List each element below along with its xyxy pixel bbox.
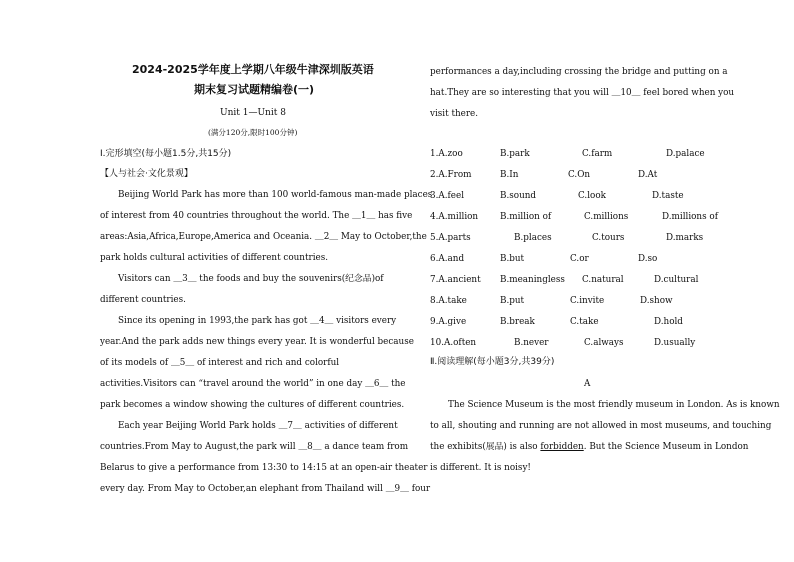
- cloze-line: Belarus to give a performance from 13:30 to 14:15 at an open-air theater: [100, 463, 428, 473]
- option-c: C.farm: [582, 149, 613, 159]
- cloze-line: countries.From May to August,the park will ＿8＿ a dance team from: [100, 442, 409, 452]
- reading-text: the exhibits(展品) is also: [430, 442, 541, 452]
- option-b: B.In: [500, 170, 519, 180]
- option-a: 5.A.parts: [430, 233, 471, 243]
- score-time: (满分120分,限时100分钟): [208, 128, 298, 137]
- option-c: C.always: [584, 338, 624, 348]
- option-d: D.show: [640, 296, 673, 306]
- option-d: D.usually: [654, 338, 696, 348]
- reading-line: The Science Museum is the most friendly museum in London. As is known: [448, 400, 780, 410]
- option-b: B.places: [514, 233, 552, 243]
- option-b: B.put: [500, 296, 525, 306]
- cloze-line: park becomes a window showing the cultures of different countries.: [100, 400, 405, 410]
- cloze-continued-line: performances a day,including crossing the bridge and putting on a: [430, 67, 728, 77]
- reading-line: [430, 441, 748, 453]
- option-a: 2.A.From: [430, 170, 472, 180]
- option-c: C.or: [570, 254, 589, 264]
- option-c: C.millions: [584, 212, 629, 222]
- option-c: C.invite: [570, 296, 605, 306]
- option-d: D.cultural: [654, 275, 699, 285]
- cloze-line: Each year Beijing World Park holds ＿7＿ activities of different: [118, 421, 398, 431]
- cloze-line: activities.Visitors can “travel around the world” in one day ＿6＿ the: [100, 379, 406, 389]
- cloze-line: Since its opening in 1993,the park has got ＿4＿ visitors every: [118, 316, 397, 326]
- option-d: D.palace: [666, 149, 705, 159]
- cloze-line: Beijing World Park has more than 100 world-famous man-made places: [118, 190, 433, 200]
- option-a: 7.A.ancient: [430, 275, 481, 285]
- section1-tag: 【人与社会·文化景观】: [100, 169, 193, 179]
- exam-title-line2: 期末复习试题精编卷(一): [194, 83, 315, 96]
- option-a: 8.A.take: [430, 296, 467, 306]
- option-c: C.tours: [592, 233, 625, 243]
- cloze-line: of its models of ＿5＿ of interest and rich and colorful: [100, 358, 340, 368]
- option-d: D.hold: [654, 317, 683, 327]
- unit-range: Unit 1—Unit 8: [220, 108, 286, 118]
- reading-line: is different. It is noisy!: [430, 463, 531, 473]
- underlined-word: forbidden: [540, 442, 584, 452]
- section2-heading: Ⅱ.阅读理解(每小题3分,共39分): [430, 357, 555, 367]
- option-d: D.millions of: [662, 212, 718, 222]
- reading-line: to all, shouting and running are not allowed in most museums, and touching: [430, 421, 772, 431]
- cloze-continued-line: visit there.: [430, 109, 479, 119]
- cloze-line: park holds cultural activities of different countries.: [100, 253, 329, 263]
- option-d: D.At: [638, 170, 658, 180]
- option-c: C.On: [568, 170, 591, 180]
- option-d: D.so: [638, 254, 658, 264]
- option-d: D.taste: [652, 191, 684, 201]
- cloze-line: year.And the park adds new things every year. It is wonderful because: [100, 337, 414, 347]
- option-b: B.million of: [500, 212, 552, 222]
- option-b: B.break: [500, 317, 535, 327]
- exam-title-line1: 2024-2025学年度上学期八年级牛津深圳版英语: [132, 63, 374, 76]
- passage-label: A: [584, 379, 591, 389]
- option-a: 1.A.zoo: [430, 149, 463, 159]
- option-a: 10.A.often: [430, 338, 477, 348]
- option-b: B.park: [500, 149, 530, 159]
- option-a: 9.A.give: [430, 317, 467, 327]
- option-a: 6.A.and: [430, 254, 465, 264]
- option-a: 4.A.million: [430, 212, 479, 222]
- option-a: 3.A.feel: [430, 191, 465, 201]
- cloze-line: Visitors can ＿3＿ the foods and buy the souvenirs(纪念品)of: [118, 274, 384, 284]
- option-b: B.sound: [500, 191, 537, 201]
- cloze-line: areas:Asia,Africa,Europe,America and Oceania. ＿2＿ May to October,the: [100, 232, 427, 242]
- cloze-line: of interest from 40 countries throughout the world. The ＿1＿ has five: [100, 211, 413, 221]
- option-b: B.meaningless: [500, 275, 565, 285]
- cloze-line: different countries.: [100, 295, 186, 305]
- cloze-continued-line: hat.They are so interesting that you will ＿10＿ feel bored when you: [430, 88, 735, 98]
- option-c: C.natural: [582, 275, 624, 285]
- option-b: B.but: [500, 254, 525, 264]
- option-c: C.take: [570, 317, 599, 327]
- option-b: B.never: [514, 338, 549, 348]
- section1-heading: Ⅰ.完形填空(每小题1.5分,共15分): [100, 149, 232, 159]
- reading-text: . But the Science Museum in London: [583, 442, 749, 452]
- option-d: D.marks: [666, 233, 704, 243]
- option-c: C.look: [578, 191, 606, 201]
- cloze-line: every day. From May to October,an elephant from Thailand will ＿9＿ four: [100, 484, 431, 494]
